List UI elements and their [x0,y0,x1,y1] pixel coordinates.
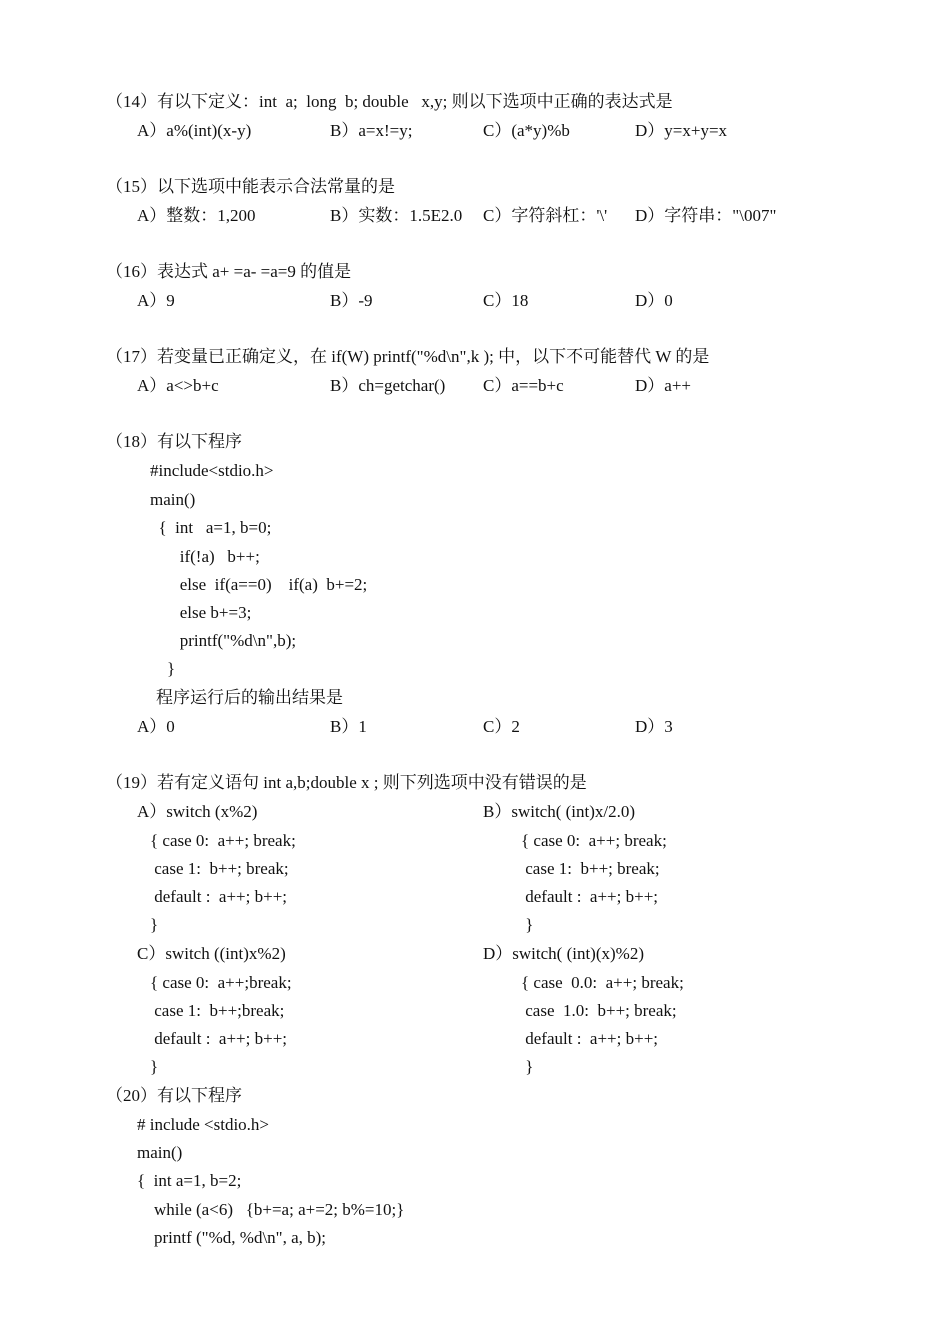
question-16-option-d: D）0 [635,291,673,310]
question-17-option-d: D）a++ [635,376,691,395]
question-18-option-a: A）0 [137,717,175,736]
question-18-code-line: else if(a==0) if(a) b+=2; [150,575,368,594]
question-14-option-d: D）y=x+y=x [635,121,728,140]
question-16-stem: （16）表达式 a+ =a- =a=9 的值是 [106,262,352,281]
question-18-option-c: C）2 [483,717,520,736]
question-14-option-c: C）(a*y)%b [483,121,570,140]
question-19-option-c-line: { case 0: a++;break; [150,973,292,992]
question-19-option-a-line: default : a++; b++; [150,887,288,906]
question-19-option-a-line: { case 0: a++; break; [150,831,296,850]
question-19-option-a-line: case 1: b++; break; [150,859,289,878]
question-18-code-line: } [150,659,176,678]
question-19-option-b-line: case 1: b++; break; [521,859,660,878]
question-15-option-c: C）字符斜杠：'\' [483,206,608,225]
question-18-code-line: else b+=3; [150,603,252,622]
question-19-option-d-line: default : a++; b++; [521,1029,659,1048]
question-19-option-d-line: { case 0.0: a++; break; [521,973,684,992]
question-18-option-d: D）3 [635,717,673,736]
question-16-option-b: B）-9 [330,291,373,310]
question-14-stem: （14）有以下定义：int a; long b; double x,y; 则以下选项中正确的表达式是 [106,92,673,111]
question-19-option-c-line: default : a++; b++; [150,1029,288,1048]
question-16-option-c: C）18 [483,291,529,310]
question-19-option-c-label: C）switch ((int)x%2) [137,944,286,963]
question-19-option-a-label: A）switch (x%2) [137,802,258,821]
question-19-option-d-line: } [521,1057,534,1076]
question-16-option-a: A）9 [137,291,175,310]
question-19-option-d-line: case 1.0: b++; break; [521,1001,677,1020]
question-18-code-line: main() [150,490,196,509]
question-19-option-b-label: B）switch( (int)x/2.0) [483,802,636,821]
question-18-code-line: { int a=1, b=0; [150,518,272,537]
question-15-option-a: A）整数：1,200 [137,206,256,225]
question-17-option-c: C）a==b+c [483,376,564,395]
question-20-code-line: { int a=1, b=2; [137,1171,242,1190]
question-19-option-c-line: case 1: b++;break; [150,1001,285,1020]
question-15-option-d: D）字符串："\007" [635,206,777,225]
question-17-stem: （17）若变量已正确定义，在 if(W) printf("%d\n",k ); 中，以下不可能替代 W 的是 [106,347,710,366]
question-19-option-d-label: D）switch( (int)(x)%2) [483,944,644,963]
question-20-code-line: while (a<6) {b+=a; a+=2; b%=10;} [137,1200,405,1219]
question-17-option-b: B）ch=getchar() [330,376,446,395]
question-14-option-a: A）a%(int)(x-y) [137,121,252,140]
question-19-option-b-line: { case 0: a++; break; [521,831,667,850]
question-18-code-line: if(!a) b++; [150,547,260,566]
question-19-option-a-line: } [150,915,159,934]
question-17-option-a: A）a<>b+c [137,376,219,395]
question-18-stem: （18）有以下程序 [106,432,242,451]
question-20-code-line: # include <stdio.h> [137,1115,270,1134]
question-19-option-b-line: default : a++; b++; [521,887,659,906]
question-19-stem: （19）若有定义语句 int a,b;double x ; 则下列选项中没有错误的是 [106,773,587,792]
question-20-code-line: main() [137,1143,183,1162]
question-14-option-b: B）a=x!=y; [330,121,413,140]
question-18-code-line: #include<stdio.h> [150,461,274,480]
question-18-option-b: B）1 [330,717,367,736]
question-19-option-c-line: } [150,1057,159,1076]
question-18-prompt: 程序运行后的输出结果是 [156,688,343,707]
question-18-code-line: printf("%d\n",b); [150,631,297,650]
question-20-stem: （20）有以下程序 [106,1086,242,1105]
question-15-stem: （15）以下选项中能表示合法常量的是 [106,177,395,196]
question-15-option-b: B）实数：1.5E2.0 [330,206,463,225]
question-19-option-b-line: } [521,915,534,934]
question-20-code-line: printf ("%d, %d\n", a, b); [137,1228,327,1247]
